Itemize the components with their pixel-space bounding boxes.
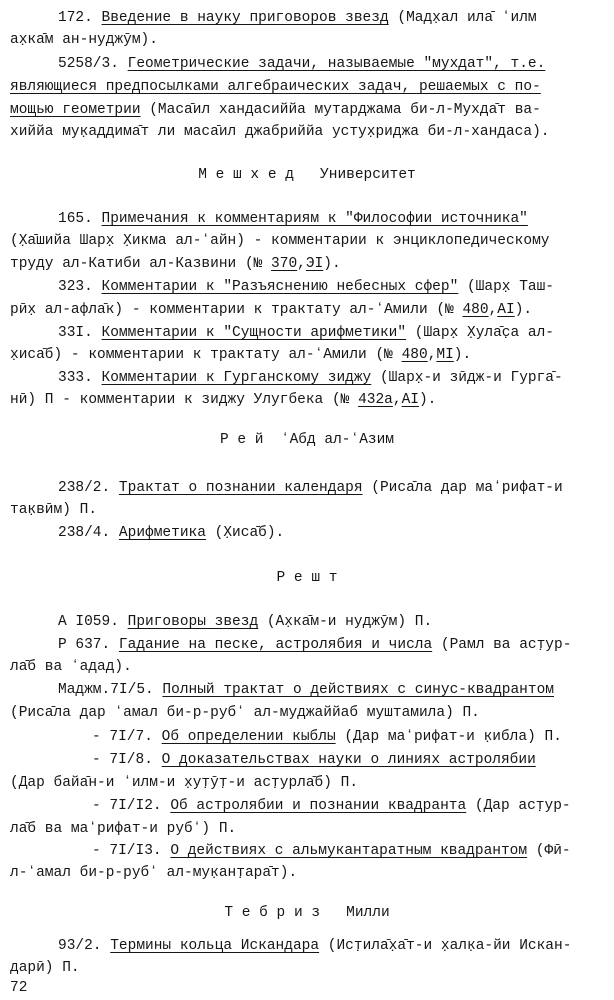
- text-line: [10, 253, 341, 275]
- text-line: [92, 726, 562, 748]
- text-segment: Т е б р и з Милли: [224, 905, 390, 921]
- text-segment: ,: [392, 392, 402, 408]
- text-segment: А I059.: [58, 614, 128, 630]
- text-line: [58, 7, 537, 29]
- text-line: [10, 957, 80, 979]
- underlined-title: Комментарии к "Сущности арифметики": [101, 325, 407, 341]
- text-segment: 165.: [58, 211, 102, 227]
- underlined-title: АI: [401, 392, 419, 408]
- page-number: 72: [10, 980, 28, 996]
- underlined-title: Введение в науку приговоров звезд: [101, 10, 389, 26]
- underlined-title: Приговоры звезд: [127, 614, 259, 630]
- text-line: [92, 795, 571, 817]
- text-segment: рӣх̣ ал-афла̄к) - комментарии к трактату ал-ʻАмили (№: [10, 302, 463, 318]
- text-line: [10, 389, 436, 411]
- text-segment: 33I.: [58, 325, 102, 341]
- text-segment: Р е й ʻАбд ал-ʻАзим: [219, 432, 395, 448]
- text-line: [10, 656, 132, 678]
- underlined-title: Термины кольца Искандара: [110, 938, 320, 954]
- section-heading: [0, 429, 614, 451]
- text-segment: так̣вӣм) П.: [10, 502, 98, 518]
- text-line: [58, 477, 563, 499]
- underlined-title: 480: [462, 302, 489, 318]
- text-segment: ,: [488, 302, 498, 318]
- text-segment: (Риса̄ла дар маʻрифат-и: [362, 480, 563, 496]
- text-segment: (Фӣ-: [527, 843, 571, 859]
- text-segment: - 7I/8.: [92, 752, 162, 768]
- text-segment: хиййа мук̣аддима̄т ли маса̄ил джабриййа устух̣риджа би-л-хандаса).: [10, 124, 550, 140]
- underlined-title: Полный трактат о действиях с синус-квадрантом: [162, 682, 554, 698]
- underlined-title: Примечания к комментариям к "Философии источника": [101, 211, 528, 227]
- text-segment: 93/2.: [58, 938, 111, 954]
- text-line: [58, 679, 554, 701]
- text-segment: Р е ш т: [276, 570, 338, 586]
- text-line: [58, 634, 571, 656]
- text-line: [10, 230, 550, 252]
- text-segment: ).: [418, 392, 437, 408]
- underlined-title: О доказательствах науки о линиях астролябии: [161, 752, 536, 768]
- text-segment: 172.: [58, 10, 102, 26]
- text-line: [58, 322, 554, 344]
- text-line: [10, 862, 297, 884]
- underlined-title: Гадание на песке, астролябия и числа: [118, 637, 433, 653]
- text-line: [10, 499, 97, 521]
- underlined-title: 480: [401, 347, 428, 363]
- text-line: [10, 76, 541, 98]
- text-segment: (Х̣иса̄б).: [205, 525, 285, 541]
- underlined-title: ЭI: [305, 256, 324, 272]
- text-line: [58, 367, 563, 389]
- text-segment: ах̣ка̄м ан-нуджӯм).: [10, 32, 158, 48]
- text-segment: 5258/3.: [58, 56, 128, 72]
- text-segment: Р 637.: [58, 637, 119, 653]
- text-segment: - 7I/7.: [92, 729, 162, 745]
- text-line: [58, 208, 528, 230]
- underlined-title: Об определении кыблы: [161, 729, 336, 745]
- text-segment: ла̄б ва ʻадад).: [10, 659, 132, 675]
- section-heading: [0, 567, 614, 589]
- text-segment: (Риса̄ла дар ʻамал би-р-рубʻ ал-муджаййаб муштамила) П.: [10, 705, 480, 721]
- text-line: [58, 53, 545, 75]
- underlined-title: являющиеся предпосылками алгебраических задач, решаемых с по-: [10, 79, 541, 95]
- text-segment: (Шарх̣ Таш-: [458, 279, 554, 295]
- text-segment: ,: [297, 256, 306, 272]
- text-segment: х̣иса̄б) - комментарии к трактату ал-ʻАмили (№: [10, 347, 402, 363]
- text-segment: (Дар аст̣ур-: [466, 798, 571, 814]
- text-segment: (Ист̣ила̄х̣а̄т-и х̣алк̣а-йи Искан-: [319, 938, 572, 954]
- text-segment: нӣ) П - комментарии к зиджу Улугбека (№: [10, 392, 359, 408]
- text-segment: труду ал-Катиби ал-Казвини (№: [10, 256, 272, 272]
- text-line: [10, 772, 358, 794]
- text-line: [58, 611, 432, 633]
- underlined-title: Комментарии к Гурганскому зиджу: [101, 370, 372, 386]
- text-segment: 238/4.: [58, 525, 119, 541]
- underlined-title: мощью геометрии: [10, 102, 141, 118]
- text-line: [92, 749, 536, 771]
- underlined-title: 432а: [358, 392, 393, 408]
- text-segment: - 7I/I3.: [92, 843, 171, 859]
- text-segment: (Ах̣ка̄м-и нуджӯм) П.: [258, 614, 433, 630]
- underlined-title: 370: [271, 256, 298, 272]
- underlined-title: Трактат о познании календаря: [118, 480, 363, 496]
- text-segment: 333.: [58, 370, 102, 386]
- text-segment: ,: [427, 347, 437, 363]
- text-segment: ).: [453, 347, 472, 363]
- text-segment: дарӣ) П.: [10, 960, 80, 976]
- text-line: [10, 344, 471, 366]
- section-heading: [0, 902, 614, 924]
- text-segment: (Дар маʻрифат-и к̣ибла) П.: [335, 729, 562, 745]
- underlined-title: АI: [497, 302, 515, 318]
- text-line: [10, 702, 480, 724]
- text-segment: (Рамл ва аст̣ур-: [432, 637, 572, 653]
- text-line: [10, 29, 158, 51]
- underlined-title: Об астролябии и познании квадранта: [170, 798, 467, 814]
- text-line: [58, 276, 554, 298]
- text-segment: - 7I/I2.: [92, 798, 171, 814]
- text-line: [10, 818, 236, 840]
- text-segment: ла̄б ва маʻрифат-и рубʻ) П.: [10, 821, 237, 837]
- underlined-title: Арифметика: [118, 525, 206, 541]
- section-heading: [0, 164, 614, 186]
- text-segment: 323.: [58, 279, 102, 295]
- text-segment: (Шарх̣-и зӣдж-и Гурга̄-: [371, 370, 563, 386]
- text-segment: (Шарх̣ Х̣ула̄с̣а ал-: [406, 325, 555, 341]
- text-segment: ).: [514, 302, 533, 318]
- text-line: [10, 299, 532, 321]
- text-segment: л-ʻамал би-р-рубʻ ал-мук̣ант̣ара̄т).: [10, 865, 298, 881]
- text-line: [10, 121, 550, 143]
- text-segment: ).: [323, 256, 341, 272]
- underlined-title: МI: [436, 347, 454, 363]
- underlined-title: Геометрические задачи, называемые "мухдат", т.е.: [127, 56, 546, 72]
- text-segment: 238/2.: [58, 480, 119, 496]
- text-segment: (Маса̄ил хандасиййа мутарджама би-л-Мухда̄т ва-: [140, 102, 541, 118]
- text-line: [58, 522, 284, 544]
- text-line: [92, 840, 571, 862]
- underlined-title: Комментарии к "Разъяснению небесных сфер": [101, 279, 459, 295]
- text-segment: (Мадх̣ал ила̄ ʻилм: [388, 10, 537, 26]
- underlined-title: О действиях с альмукантаратным квадрантом: [170, 843, 528, 859]
- text-segment: Маджм.7I/5.: [58, 682, 163, 698]
- text-segment: (Х̣а̄шийа Шарх̣ Х̣икма ал-ʻайн) - комментарии к энциклопедическому: [10, 233, 550, 249]
- text-segment: М е ш х е д Университет: [198, 167, 416, 183]
- text-line: [58, 935, 571, 957]
- text-segment: (Дар байа̄н-и ʻилм-и х̣ут̣ӯт̣-и аст̣урла̄б) П.: [10, 775, 359, 791]
- text-line: [10, 99, 541, 121]
